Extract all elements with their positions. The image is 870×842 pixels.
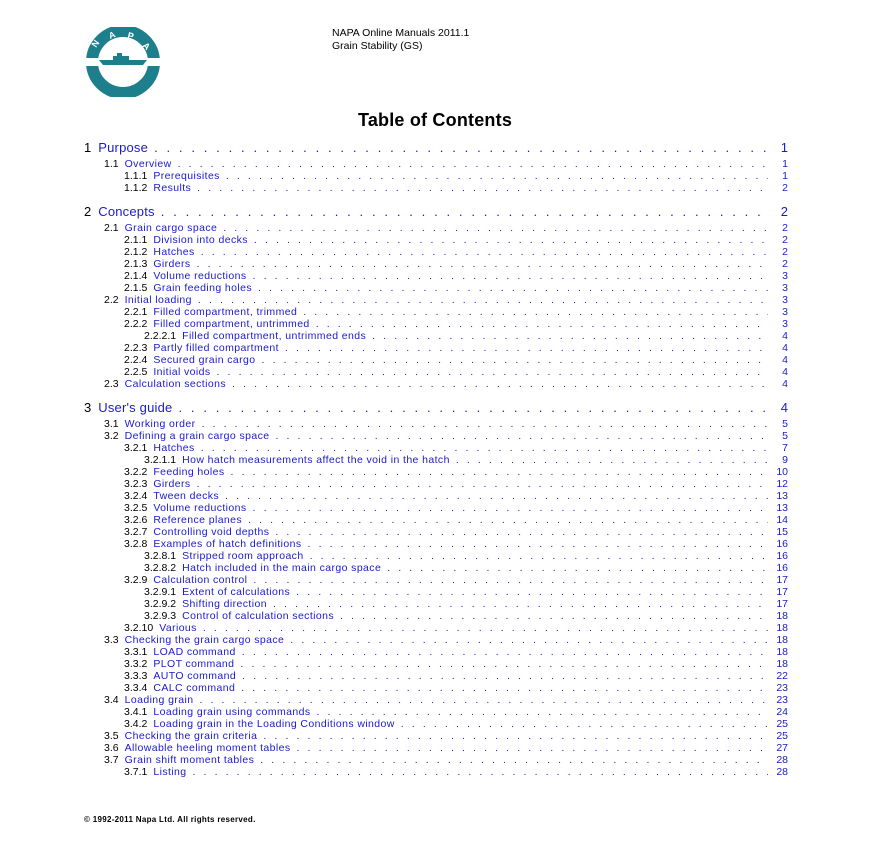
toc-leader-dots <box>262 354 768 366</box>
toc-page-number[interactable]: 24 <box>776 706 788 718</box>
toc-page-number[interactable]: 2 <box>782 258 788 270</box>
toc-entry-link[interactable]: Checking the grain cargo space <box>124 634 285 646</box>
toc-entry-number: 3.2.2 <box>124 466 148 478</box>
toc-entry[interactable] <box>84 158 788 170</box>
toc-entry-number: 3.2.1.1 <box>144 454 177 466</box>
toc-entry[interactable] <box>84 442 788 454</box>
toc-entry-number: 3.3 <box>104 634 119 646</box>
toc-entry[interactable] <box>84 646 788 658</box>
toc-entry-link[interactable]: How hatch measurements affect the void in the hatch <box>182 454 450 466</box>
toc-leader-dots <box>202 418 768 430</box>
toc-leader-dots <box>223 222 768 234</box>
toc-entry-number: 3.2.3 <box>124 478 148 490</box>
toc-page-number[interactable]: 5 <box>782 418 788 430</box>
toc-page-number[interactable]: 1 <box>782 170 788 182</box>
toc-entry-link[interactable]: Allowable heeling moment tables <box>124 742 291 754</box>
toc-leader-dots <box>254 234 768 246</box>
toc-page-number[interactable]: 2 <box>782 234 788 246</box>
napa-logo <box>79 27 185 97</box>
toc-entry-link[interactable]: Filled compartment, trimmed <box>153 306 298 318</box>
toc-entry-link[interactable]: AUTO command <box>153 670 237 682</box>
toc-entry-number: 3.2.1 <box>124 442 148 454</box>
toc-entry-number: 3.2.6 <box>124 514 148 526</box>
toc-entry-number: 3.2.5 <box>124 502 148 514</box>
toc-page-number[interactable]: 22 <box>776 670 788 682</box>
toc-entry-link[interactable]: Filled compartment, untrimmed <box>153 318 310 330</box>
toc-entry[interactable] <box>84 182 788 194</box>
toc-page-number[interactable]: 25 <box>776 730 788 742</box>
toc-leader-dots <box>161 204 768 219</box>
toc-entry-number: 1 <box>84 140 92 155</box>
toc-page-number[interactable]: 15 <box>776 526 788 538</box>
toc-page-number[interactable]: 4 <box>780 400 788 415</box>
toc-entry[interactable] <box>84 234 788 246</box>
toc-page-number[interactable]: 9 <box>782 454 788 466</box>
toc-entry[interactable] <box>84 294 788 306</box>
toc-leader-dots <box>199 694 768 706</box>
toc-entry-link[interactable]: Controlling void depths <box>153 526 270 538</box>
toc-entry-number: 3.2.8.2 <box>144 562 177 574</box>
toc-entry-link[interactable]: Calculation control <box>153 574 248 586</box>
toc-entry-link[interactable]: CALC command <box>153 682 236 694</box>
toc-entry-number: 3.2.9 <box>124 574 148 586</box>
toc-leader-dots <box>253 574 768 586</box>
toc-entry-link[interactable]: Defining a grain cargo space <box>124 430 270 442</box>
toc-entry-number: 3.7 <box>104 754 119 766</box>
toc-entry-number: 3.1 <box>104 418 119 430</box>
toc-page-number[interactable]: 4 <box>782 366 788 378</box>
toc-entry[interactable] <box>84 514 788 526</box>
toc-entry[interactable] <box>84 258 788 270</box>
toc-entry[interactable] <box>84 282 788 294</box>
toc-entry[interactable] <box>84 418 788 430</box>
toc-page-number[interactable]: 2 <box>782 246 788 258</box>
toc-entry[interactable] <box>84 766 788 778</box>
toc-entry-number: 2.2.5 <box>124 366 148 378</box>
toc-page-number[interactable]: 16 <box>776 550 788 562</box>
toc-leader-dots <box>178 400 768 415</box>
toc-page-number[interactable]: 2 <box>782 222 788 234</box>
toc-leader-dots <box>263 730 768 742</box>
toc-entry-number: 2.2.3 <box>124 342 148 354</box>
toc-entry[interactable] <box>84 342 788 354</box>
toc-leader-dots <box>310 550 768 562</box>
toc-entry-number: 2.1.3 <box>124 258 148 270</box>
toc-entry[interactable] <box>84 526 788 538</box>
toc-leader-dots <box>303 306 768 318</box>
toc-entry-link[interactable]: Extent of calculations <box>182 586 291 598</box>
toc-entry-number: 3.2.8 <box>124 538 148 550</box>
logo-letter-a2: A <box>140 40 153 53</box>
toc-entry-number: 2.1 <box>104 222 119 234</box>
toc-page-number[interactable]: 4 <box>782 354 788 366</box>
toc-entry-number: 3.3.2 <box>124 658 148 670</box>
toc-entry-link[interactable]: Results <box>153 182 192 194</box>
toc-entry-link[interactable]: Listing <box>153 766 187 778</box>
header-line-2: Grain Stability (GS) <box>332 40 423 52</box>
toc-leader-dots <box>456 454 768 466</box>
toc-entry-number: 3.2.7 <box>124 526 148 538</box>
toc-entry-link[interactable]: Division into decks <box>153 234 248 246</box>
toc-leader-dots <box>197 182 768 194</box>
toc-entry-link[interactable]: Grain feeding holes <box>153 282 253 294</box>
toc-leader-dots <box>275 430 768 442</box>
toc-entry[interactable] <box>84 718 788 730</box>
toc-entry-number: 1.1.1 <box>124 170 148 182</box>
toc-entry-link[interactable]: Loading grain <box>124 694 194 706</box>
toc-leader-dots <box>316 706 768 718</box>
toc-entry[interactable] <box>84 454 788 466</box>
toc-page-number[interactable]: 18 <box>776 658 788 670</box>
toc-entry-link[interactable]: User's guide <box>98 400 173 415</box>
toc-entry[interactable] <box>84 140 788 155</box>
toc-entry[interactable] <box>84 658 788 670</box>
toc-page-number[interactable]: 3 <box>782 270 788 282</box>
toc-leader-dots <box>231 466 768 478</box>
toc-page-number[interactable]: 2 <box>780 204 788 219</box>
toc-entry-link[interactable]: Working order <box>124 418 196 430</box>
toc-entry[interactable] <box>84 622 788 634</box>
toc-entry-link[interactable]: Secured grain cargo <box>153 354 256 366</box>
toc-entry[interactable] <box>84 270 788 282</box>
toc-entry-link[interactable]: Shifting direction <box>182 598 267 610</box>
toc-page-number[interactable]: 13 <box>776 502 788 514</box>
toc-entry[interactable] <box>84 170 788 182</box>
toc-entry-link[interactable]: Loading grain using commands <box>153 706 311 718</box>
toc-page-number[interactable]: 16 <box>776 562 788 574</box>
toc-page-number[interactable]: 27 <box>776 742 788 754</box>
toc-entry-link[interactable]: Checking the grain criteria <box>124 730 258 742</box>
toc-leader-dots <box>316 318 768 330</box>
toc-leader-dots <box>260 754 768 766</box>
toc-entry[interactable] <box>84 742 788 754</box>
toc-entry[interactable] <box>84 490 788 502</box>
toc-entry[interactable] <box>84 400 788 415</box>
copyright-footer: © 1992-2011 Napa Ltd. All rights reserved. <box>84 815 256 824</box>
toc-leader-dots <box>193 766 768 778</box>
toc-page-number[interactable]: 16 <box>776 538 788 550</box>
document-header <box>332 27 469 53</box>
toc-leader-dots <box>253 270 768 282</box>
toc-entry-link[interactable]: Prerequisites <box>153 170 220 182</box>
toc-entry-link[interactable]: Volume reductions <box>153 270 247 282</box>
toc-entry-number: 2.3 <box>104 378 119 390</box>
toc-entry-link[interactable]: LOAD command <box>153 646 236 658</box>
logo-letter-n: N <box>89 38 102 50</box>
toc-entry-number: 3.3.1 <box>124 646 148 658</box>
toc-leader-dots <box>290 634 768 646</box>
toc-leader-dots <box>258 282 768 294</box>
toc-entry[interactable] <box>84 466 788 478</box>
toc-page-number[interactable]: 23 <box>776 694 788 706</box>
toc-entry[interactable] <box>84 634 788 646</box>
toc-leader-dots <box>340 610 768 622</box>
toc-entry[interactable] <box>84 378 788 390</box>
toc-entry-link[interactable]: PLOT command <box>153 658 235 670</box>
toc-leader-dots <box>242 670 768 682</box>
toc-entry-link[interactable]: Tween decks <box>153 490 220 502</box>
toc-entry-number: 3.7.1 <box>124 766 148 778</box>
toc-page-number[interactable]: 18 <box>776 622 788 634</box>
toc-leader-dots <box>197 258 768 270</box>
toc-leader-dots <box>240 658 768 670</box>
toc-entry[interactable] <box>84 670 788 682</box>
toc-entry[interactable] <box>84 706 788 718</box>
toc-entry[interactable] <box>84 222 788 234</box>
toc-leader-dots <box>232 378 768 390</box>
toc-page-number[interactable]: 25 <box>776 718 788 730</box>
toc-entry-number: 3.2.10 <box>124 622 154 634</box>
toc-page-number[interactable]: 17 <box>776 598 788 610</box>
toc-page-number[interactable]: 3 <box>782 318 788 330</box>
toc-entry-link[interactable]: Initial loading <box>124 294 192 306</box>
toc-leader-dots <box>197 478 768 490</box>
toc-leader-dots <box>401 718 768 730</box>
header-line-1: NAPA Online Manuals 2011.1 <box>332 27 470 39</box>
toc-entry[interactable] <box>84 610 788 622</box>
toc-entry-number: 2.2.1 <box>124 306 148 318</box>
toc-entry-number: 2.2.4 <box>124 354 148 366</box>
toc-entry-number: 3.3.4 <box>124 682 148 694</box>
toc-entry-number: 3.2.9.2 <box>144 598 177 610</box>
toc-entry-number: 2.2.2 <box>124 318 148 330</box>
toc-entry-number: 1.1.2 <box>124 182 148 194</box>
toc-leader-dots <box>273 598 768 610</box>
toc-entry[interactable] <box>84 574 788 586</box>
toc-entry-number: 3.2 <box>104 430 119 442</box>
toc-entry-link[interactable]: Volume reductions <box>153 502 247 514</box>
toc-entry[interactable] <box>84 430 788 442</box>
toc-entry[interactable] <box>84 754 788 766</box>
toc-entry[interactable] <box>84 318 788 330</box>
toc-entry-link[interactable]: Reference planes <box>153 514 243 526</box>
toc-entry-number: 3.4.2 <box>124 718 148 730</box>
toc-entry-link[interactable]: Various <box>159 622 197 634</box>
toc-page-number[interactable]: 17 <box>776 574 788 586</box>
toc-entry-number: 3.2.9.3 <box>144 610 177 622</box>
toc-leader-dots <box>248 514 768 526</box>
toc-entry[interactable] <box>84 366 788 378</box>
toc-leader-dots <box>285 342 768 354</box>
toc-entry[interactable] <box>84 204 788 219</box>
toc-entry-number: 2.1.5 <box>124 282 148 294</box>
toc-page-number[interactable]: 18 <box>776 610 788 622</box>
toc-entry-link[interactable]: Calculation sections <box>124 378 226 390</box>
toc-leader-dots <box>203 622 768 634</box>
toc-page-number[interactable]: 3 <box>782 306 788 318</box>
toc-entry-number: 2.1.2 <box>124 246 148 258</box>
toc-page-number[interactable]: 13 <box>776 490 788 502</box>
toc-leader-dots <box>296 586 768 598</box>
toc-leader-dots <box>201 442 768 454</box>
toc-leader-dots <box>217 366 768 378</box>
toc-entry-link[interactable]: Girders <box>153 258 191 270</box>
toc-entry-link[interactable]: Overview <box>124 158 172 170</box>
toc-entry-link[interactable]: Hatches <box>153 246 195 258</box>
toc-page-number[interactable]: 12 <box>776 478 788 490</box>
toc-entry-number: 1.1 <box>104 158 119 170</box>
toc-entry-link[interactable]: Concepts <box>98 204 155 219</box>
toc-entry-link[interactable]: Purpose <box>98 140 149 155</box>
toc-entry[interactable] <box>84 682 788 694</box>
toc-leader-dots <box>198 294 768 306</box>
toc-leader-dots <box>154 140 768 155</box>
toc-entry[interactable] <box>84 550 788 562</box>
toc-page-number[interactable]: 4 <box>782 378 788 390</box>
toc-page-number[interactable]: 4 <box>782 330 788 342</box>
toc-page-number[interactable]: 10 <box>776 466 788 478</box>
toc-page-number[interactable]: 1 <box>780 140 788 155</box>
toc-page-number[interactable]: 17 <box>776 586 788 598</box>
toc-entry[interactable] <box>84 330 788 342</box>
logo-letter-p: P <box>126 30 135 42</box>
page-title: Table of Contents <box>357 110 513 130</box>
toc-leader-dots <box>253 502 768 514</box>
toc-leader-dots <box>372 330 768 342</box>
toc-entry-link[interactable]: Feeding holes <box>153 466 225 478</box>
toc-leader-dots <box>242 646 768 658</box>
toc-entry[interactable] <box>84 478 788 490</box>
toc-entry[interactable] <box>84 694 788 706</box>
toc-page-number[interactable]: 2 <box>782 182 788 194</box>
toc-leader-dots <box>297 742 768 754</box>
toc-page-number[interactable]: 4 <box>782 342 788 354</box>
toc-page-number[interactable]: 1 <box>782 158 788 170</box>
toc-page-number[interactable]: 14 <box>776 514 788 526</box>
toc-entry[interactable] <box>84 246 788 258</box>
toc-entry[interactable] <box>84 730 788 742</box>
toc-entry-link[interactable]: Control of calculation sections <box>182 610 335 622</box>
toc-entry-link[interactable]: Partly filled compartment <box>153 342 279 354</box>
toc-entry[interactable] <box>84 586 788 598</box>
toc-entry-number: 3.3.3 <box>124 670 148 682</box>
toc-page-number[interactable]: 7 <box>782 442 788 454</box>
toc-leader-dots <box>225 490 768 502</box>
toc-entry-link[interactable]: Girders <box>153 478 191 490</box>
toc-entry-link[interactable]: Stripped room approach <box>182 550 304 562</box>
toc-entry-link[interactable]: Hatch included in the main cargo space <box>182 562 382 574</box>
toc-page-number[interactable]: 18 <box>776 646 788 658</box>
toc-entry-number: 2 <box>84 204 92 219</box>
toc-entry-number: 2.2 <box>104 294 119 306</box>
toc-page-number[interactable]: 3 <box>782 294 788 306</box>
toc-leader-dots <box>226 170 768 182</box>
toc-entry[interactable] <box>84 598 788 610</box>
toc-entry[interactable] <box>84 306 788 318</box>
toc-entry-number: 3.4 <box>104 694 119 706</box>
toc-entry-number: 3.2.8.1 <box>144 550 177 562</box>
toc-entry-number: 3.6 <box>104 742 119 754</box>
toc-entry-link[interactable]: Filled compartment, untrimmed ends <box>182 330 367 342</box>
toc-page-number[interactable]: 23 <box>776 682 788 694</box>
toc-entry[interactable] <box>84 502 788 514</box>
toc-entry-number: 3.4.1 <box>124 706 148 718</box>
toc-entry-number: 3.2.4 <box>124 490 148 502</box>
toc-entry[interactable] <box>84 562 788 574</box>
toc-entry-link[interactable]: Examples of hatch definitions <box>153 538 302 550</box>
toc-entry-number: 2.2.2.1 <box>144 330 177 342</box>
toc-entry-link[interactable]: Hatches <box>153 442 195 454</box>
toc-page-number[interactable]: 5 <box>782 430 788 442</box>
toc-entry-number: 3 <box>84 400 92 415</box>
toc-entry-number: 3.5 <box>104 730 119 742</box>
toc-entry-link[interactable]: Grain cargo space <box>124 222 218 234</box>
toc-leader-dots <box>201 246 768 258</box>
toc-entry-link[interactable]: Initial voids <box>153 366 211 378</box>
logo-letter-a1: A <box>107 29 117 41</box>
toc-entry-link[interactable]: Grain shift moment tables <box>124 754 255 766</box>
toc-page-number[interactable]: 3 <box>782 282 788 294</box>
toc-entry-number: 2.1.1 <box>124 234 148 246</box>
toc-leader-dots <box>241 682 768 694</box>
toc-entry[interactable] <box>84 538 788 550</box>
toc-leader-dots <box>387 562 768 574</box>
toc-page-number[interactable]: 18 <box>776 634 788 646</box>
toc-entry-number: 3.2.9.1 <box>144 586 177 598</box>
toc-leader-dots <box>275 526 768 538</box>
toc-entry-link[interactable]: Loading grain in the Loading Conditions window <box>153 718 395 730</box>
toc-page-number[interactable]: 28 <box>776 754 788 766</box>
toc-entry[interactable] <box>84 354 788 366</box>
toc-page-number[interactable]: 28 <box>776 766 788 778</box>
toc-leader-dots <box>308 538 768 550</box>
toc-leader-dots <box>178 158 768 170</box>
toc-entry-number: 2.1.4 <box>124 270 148 282</box>
